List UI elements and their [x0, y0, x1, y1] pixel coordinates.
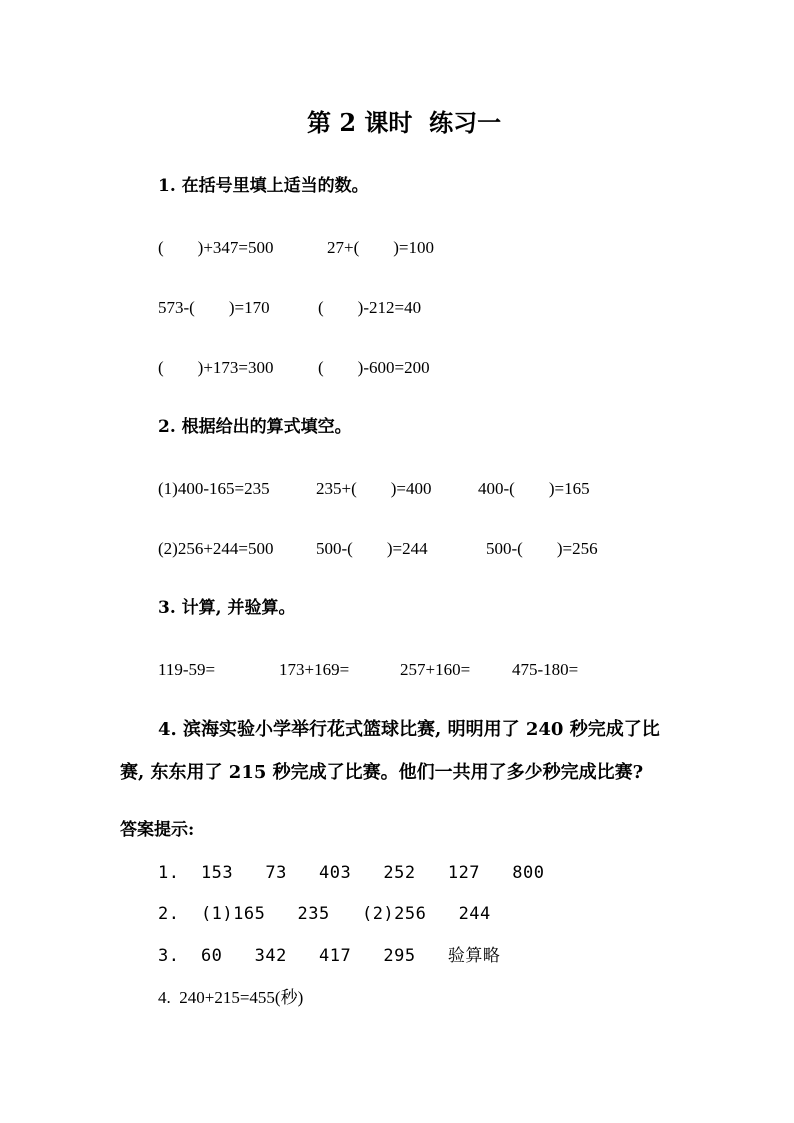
answer-line-3: 3. 60 342 417 295 验算略	[158, 946, 501, 966]
answer-line-4: 4. 240+215=455(秒)	[158, 988, 304, 1007]
q1-row2-left: 573-( )=170	[158, 298, 270, 317]
q3-item-4: 475-180=	[512, 660, 579, 679]
q2-row1-c: 400-( )=165	[478, 479, 590, 498]
q1-row1-left: ( )+347=500	[158, 238, 274, 257]
q1-row2-right: ( )-212=40	[318, 298, 422, 317]
q3-item-2: 173+169=	[279, 660, 350, 679]
q2-row1-b: 235+( )=400	[316, 479, 432, 498]
q1-row1-right: 27+( )=100	[327, 238, 434, 257]
q2-row2-c: 500-( )=256	[486, 539, 598, 558]
q3-item-1: 119-59=	[158, 660, 216, 679]
q1-row3-left: ( )+173=300	[158, 358, 274, 377]
q1-row3-right: ( )-600=200	[318, 358, 430, 377]
page-title: 第 2 课时 练习一	[307, 108, 502, 137]
q1-heading: 1. 在括号里填上适当的数。	[158, 176, 369, 196]
answer-line-1: 1. 153 73 403 252 127 800	[158, 863, 545, 883]
q2-row2-a: (2)256+244=500	[158, 539, 274, 558]
q4-line-2: 赛, 东东用了 215 秒完成了比赛。他们一共用了多少秒完成比赛?	[120, 762, 644, 783]
q3-heading: 3. 计算, 并验算。	[158, 598, 296, 618]
q3-item-3: 257+160=	[400, 660, 471, 679]
q4-line-1: 4. 滨海实验小学举行花式篮球比赛, 明明用了 240 秒完成了比	[158, 719, 660, 740]
q2-row2-b: 500-( )=244	[316, 539, 428, 558]
answer-line-2: 2. (1)165 235 (2)256 244	[158, 904, 491, 924]
q2-row1-a: (1)400-165=235	[158, 479, 270, 498]
answers-heading: 答案提示:	[120, 820, 195, 840]
q2-heading: 2. 根据给出的算式填空。	[158, 417, 352, 437]
